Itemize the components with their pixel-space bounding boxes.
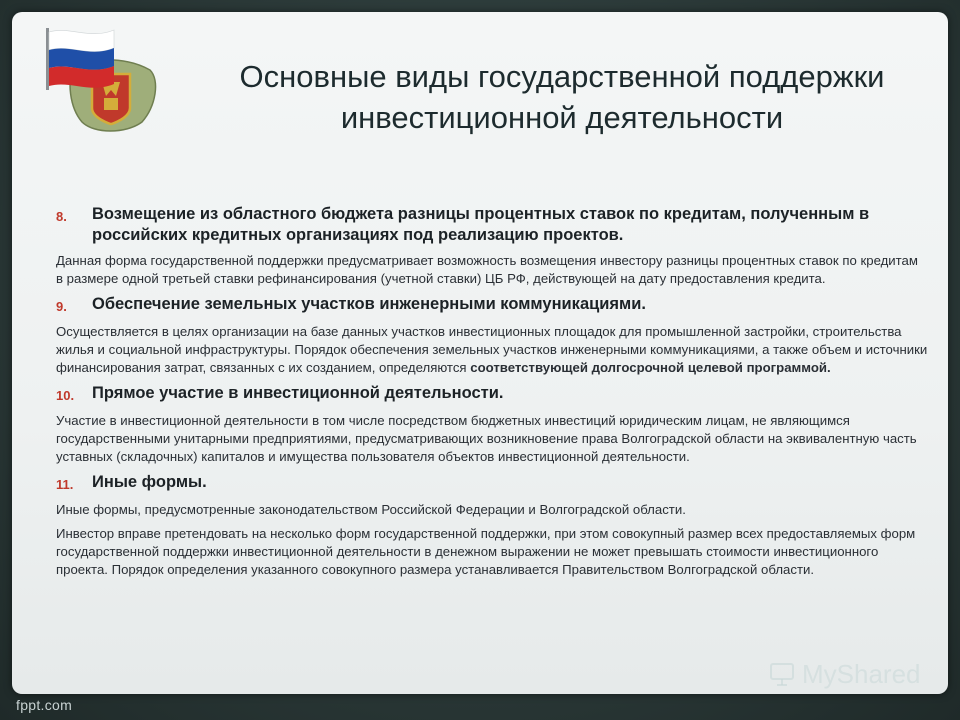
item-heading-text: Возмещение из областного бюджета разницы процентных ставок по кредитам, полученным в российских кредитных организациях под реализацию проектов. [92,205,870,244]
content-area [56,204,928,585]
item-body: Участие в инвестиционной деятельности в том числе посредством бюджетных инвестиций юридическим лицам, не являющимся государственными унитарными предприятиями, предусматривающих возникновение права Волгоградской области на эквивалентную часть уставных (складочных) капиталов и имущества пользователя объектов инвестиционной деятельности. [56,413,917,464]
item-body-text: Осуществляется в целях организации на базе данных участков инвестиционных площадок для промышленной застройки, строительства жилья и социальной инфраструктуры. Порядок обеспечения земельных участков инженерными коммуникациями, а также объем и источники финансирования затрат, связанных с их созданием, определяются [56,324,928,375]
flag-and-coat-of-arms-icon [30,18,180,138]
item-body-bold: соответствующей долгосрочной целевой программой. [470,360,831,375]
watermark-text: MyShared [802,658,921,689]
item-heading-text: Иные формы. [92,473,207,491]
title-line-1: Основные виды государственной поддержки [239,59,885,94]
item-body-extra: Инвестор вправе претендовать на несколько форм государственной поддержки, при этом совокупный размер всех предоставляемых форм государственной поддержки инвестиционной деятельности в денежном выражении не может превышать стоимости инвестиционного проекта. Порядок определения указанного совокупного размера устанавливается Правительством Волгоградской области. [56,526,916,577]
item-body: Иные формы, предусмотренные законодательством Российской Федерации и Волгоградской области. [56,502,686,517]
presentation-board-icon [768,660,796,688]
watermark [768,654,938,694]
item-heading-text: Обеспечение земельных участков инженерными коммуникациями. [92,295,646,313]
item-number: 8. [56,209,67,224]
title-line-2: инвестиционной деятельности [340,100,784,135]
item-number: 10. [56,388,75,403]
footer-brand[interactable]: fppt.com [16,697,73,713]
item-body [56,323,928,377]
item-body: Данная форма государственной поддержки предусматривает возможность возмещения инвестору разницы процентных ставок по кредитам в размере одной третьей ставки рефинансирования (учетной ставки) ЦБ РФ, действующей на дату предоставления кредита. [56,253,918,286]
item-number: 9. [56,299,67,314]
slide-title [162,56,960,138]
item-heading [56,383,928,406]
item-heading [56,472,928,495]
slide-canvas [12,12,948,694]
item-heading [56,204,928,246]
item-number: 11. [56,477,74,492]
item-heading-text: Прямое участие в инвестиционной деятельности. [92,384,504,402]
item-heading [56,294,928,317]
